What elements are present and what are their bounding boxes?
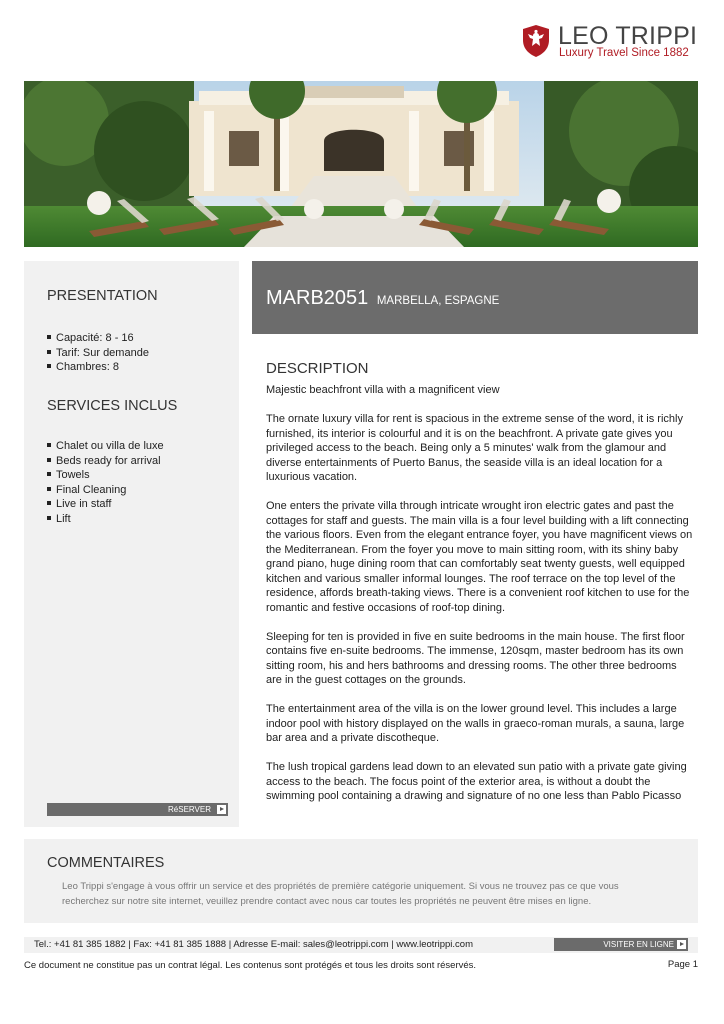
service-item: Final Cleaning <box>47 483 164 498</box>
description-paragraph: Majestic beachfront villa with a magnificent view <box>266 384 500 396</box>
description-paragraph: The entertainment area of the villa is on the lower ground level. This includes a large indoor pool with history displayed on the walls in graeco-roman murals, a sauna, large bar area and a private discotheque. <box>266 703 685 744</box>
presentation-item-bedrooms: Chambres: 8 <box>47 360 149 375</box>
comments-heading: COMMENTAIRES <box>47 855 165 871</box>
property-title-bar <box>252 261 698 334</box>
presentation-item-rate: Tarif: Sur demande <box>47 346 149 361</box>
services-list <box>47 439 164 527</box>
services-heading: SERVICES INCLUS <box>47 398 178 414</box>
page-number: Page 1 <box>667 959 698 970</box>
reserve-button[interactable] <box>47 803 228 816</box>
legal-notice: Ce document ne constitue pas un contrat légal. Les contenus sont protégés et tous les droits sont réservés. <box>24 960 477 971</box>
description-heading: DESCRIPTION <box>266 360 369 377</box>
comments-text: Leo Trippi s'engage à vous offrir un service et des propriétés de première catégorie uniquement. Si vous ne trouvez pas ce que vous recherchez sur notre site internet, veuillez prendre contact avec nous car toutes les propriétés ne peuvent être mises en ligne. <box>62 881 619 907</box>
presentation-heading: PRESENTATION <box>47 288 158 304</box>
presentation-item-capacity: Capacité: 8 - 16 <box>47 331 149 346</box>
visit-online-button[interactable] <box>554 938 688 951</box>
service-item: Lift <box>47 512 164 527</box>
property-sidebar <box>24 261 239 827</box>
description-body <box>266 383 694 818</box>
description-paragraph: One enters the private villa through intricate wrought iron electric gates and past the cottages for staff and guests. The main villa is a four level building with a lift connecting the various floors. Even from the elegant entrance foyer, you have magnificent views on the Mediterranean. From the foyer you move to main sitting room, with its shiny baby grand piano, huge dining room that can comfortably seat twenty guests, well equipped kitchen and various smaller informal lounges. The roof terrace on the top level of the residence, affords breath-taking views. There is a convenient roof kitchen to use for the romantic and festive occasions of roof-top dining. <box>266 500 693 614</box>
service-item: Towels <box>47 468 164 483</box>
description-paragraph: The ornate luxury villa for rent is spacious in the extreme sense of the word, it is richly furnished, its interior is colourful and it is on the beachfront. A private gate gives you privileged access to the beach. Being only a 5 minutes' walk from the glamour and diverse entertainments of Puerto Banus, the seaside villa is an ideal location for a luxurious vacation. <box>266 413 683 483</box>
brand-tagline: Luxury Travel Since 1882 <box>559 47 689 59</box>
service-item: Beds ready for arrival <box>47 454 164 469</box>
presentation-list <box>47 331 149 375</box>
hero-villa-image <box>24 81 698 247</box>
footer-contact-info: Tel.: +41 81 385 1882 | Fax: +41 81 385 1888 | Adresse E-mail: sales@leotrippi.com | www.leotrippi.com <box>34 939 473 950</box>
arrow-right-icon <box>217 805 226 814</box>
brand-name: LEO TRIPPI <box>558 22 698 50</box>
property-code: MARB2051 <box>266 287 369 309</box>
visit-online-label: VISITER EN LIGNE <box>603 940 674 949</box>
comments-section <box>24 839 698 923</box>
service-item: Live in staff <box>47 497 164 512</box>
arrow-right-icon <box>677 940 686 949</box>
reserve-button-label: RéSERVER <box>168 805 211 814</box>
service-item: Chalet ou villa de luxe <box>47 439 164 454</box>
brand-logo <box>521 22 698 60</box>
shield-eagle-icon <box>521 24 551 58</box>
property-location: MARBELLA, ESPAGNE <box>376 295 500 307</box>
description-paragraph: The lush tropical gardens lead down to an elevated sun patio with a private gate giving access to the beach. The focus point of the exterior area, is without a doubt the swimming pool containing a drawing and signature of no one less than Pablo Picasso <box>266 761 687 802</box>
footer-contact-bar <box>24 937 698 953</box>
property-title <box>266 287 499 310</box>
description-paragraph: Sleeping for ten is provided in five en suite bedrooms in the main house. The first floor contains five en-suite bedrooms. The immense, 120sqm, master bedroom has its own sitting room, his and hers bathrooms and dressing rooms. The other three bedrooms are in the guest cottages on the grounds. <box>266 630 685 686</box>
